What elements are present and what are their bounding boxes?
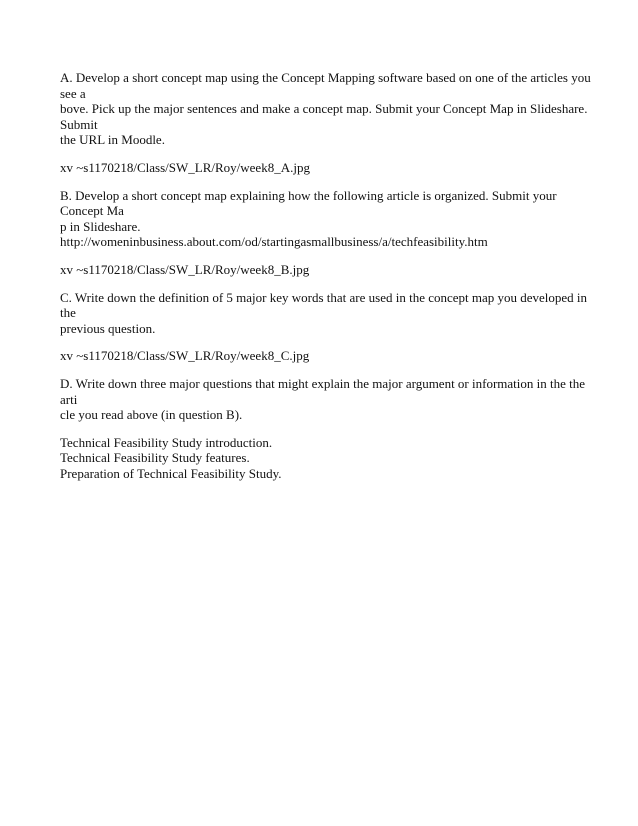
answers-d xyxy=(60,435,580,482)
question-b-line: Concept Ma xyxy=(60,203,124,219)
file-path-c xyxy=(60,348,580,364)
question-d-line: cle you read above (in question B). xyxy=(60,407,243,423)
file-path-text: xv ~s1170218/Class/SW_LR/Roy/week8_C.jpg xyxy=(60,348,310,364)
question-a-line: bove. Pick up the major sentences and make a concept map. Submit your Concept Map in Slideshare. xyxy=(60,101,588,117)
question-d xyxy=(60,375,586,423)
question-c-line: previous question. xyxy=(60,320,156,336)
question-a-line: A. Develop a short concept map using the Concept Mapping software based on one of the articles you xyxy=(60,70,591,85)
file-path-text: xv ~s1170218/Class/SW_LR/Roy/week8_B.jpg xyxy=(60,261,310,277)
answer-item: Preparation of Technical Feasibility Study. xyxy=(60,465,282,481)
question-c xyxy=(60,289,588,337)
question-a-line: see a xyxy=(60,85,86,101)
file-path-b xyxy=(60,262,580,278)
file-path-a xyxy=(60,160,580,176)
file-path-text: xv ~s1170218/Class/SW_LR/Roy/week8_A.jpg xyxy=(60,159,310,175)
document-body xyxy=(60,70,591,481)
question-c-line: C. Write down the definition of 5 major key words that are used in the concept map you developed in xyxy=(60,289,588,305)
question-b-line: p in Slideshare. xyxy=(60,218,141,234)
question-b xyxy=(60,188,580,250)
question-d-line: arti xyxy=(60,391,78,407)
answer-item: Technical Feasibility Study introduction. xyxy=(60,434,273,450)
question-b-line: B. Develop a short concept map explaining how the following article is organized. Submit your xyxy=(60,187,557,203)
question-c-line: the xyxy=(60,305,76,321)
answer-item: Technical Feasibility Study features. xyxy=(60,450,250,466)
question-a-line: Submit xyxy=(60,116,98,132)
question-a-line: the URL in Moodle. xyxy=(60,132,165,148)
article-url: http://womeninbusiness.about.com/od/startingasmallbusiness/a/techfeasibility.htm xyxy=(60,234,488,250)
question-d-line: D. Write down three major questions that might explain the major argument or information in the the xyxy=(60,375,586,391)
question-a xyxy=(60,70,591,148)
